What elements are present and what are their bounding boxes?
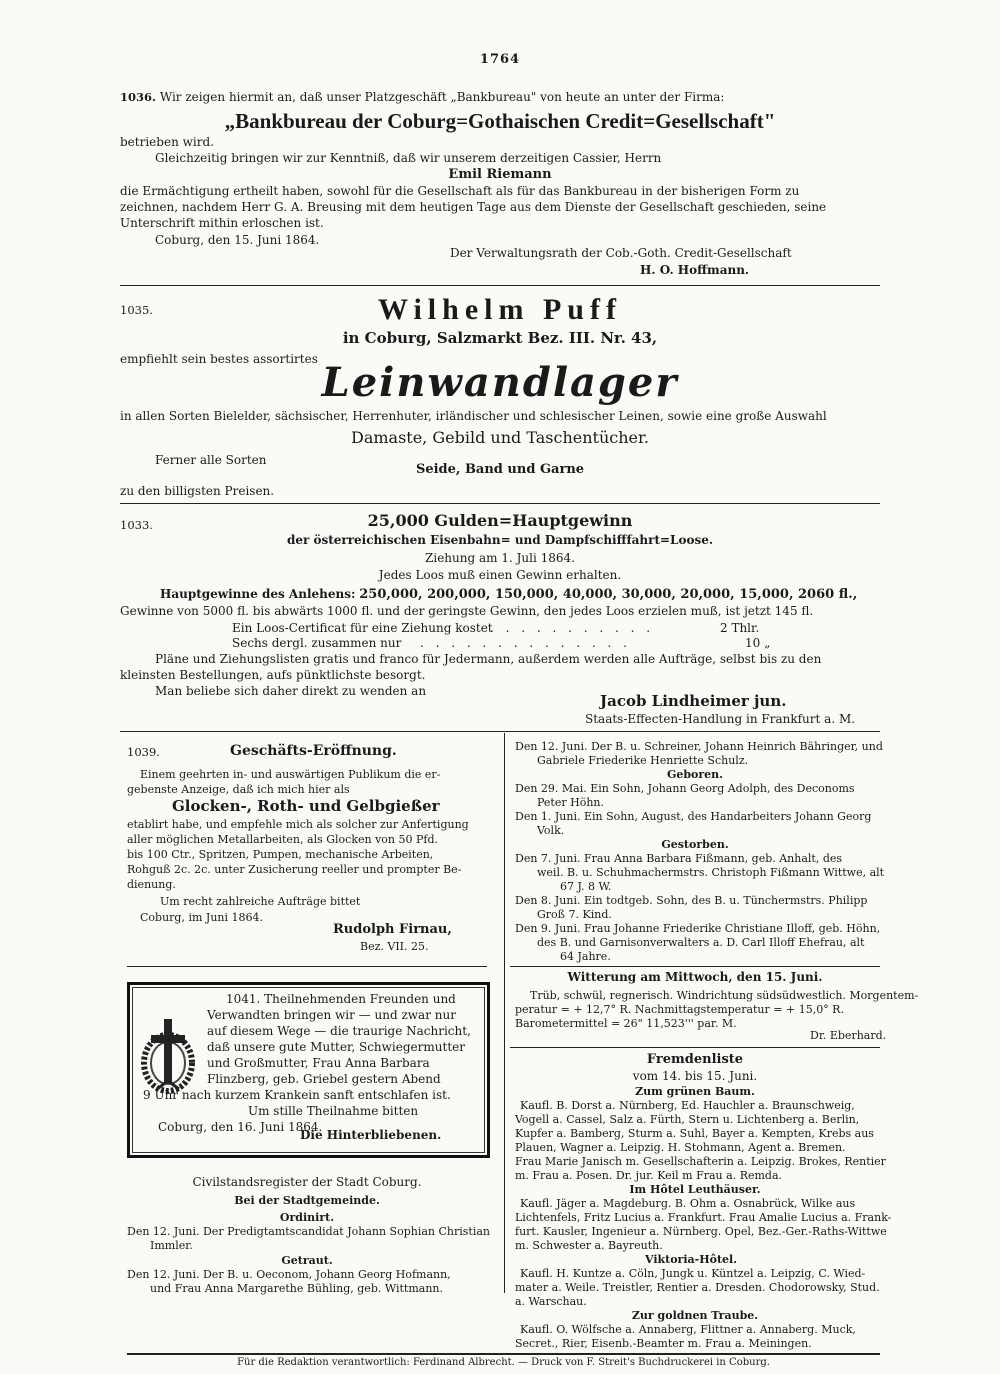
ad-1039-date: Coburg, im Juni 1864. [140,911,263,924]
guests-g9: furt. Kausler, Ingenieur a. Nürnberg. Opel, Bez.-Ger.-Raths-Wittwe [515,1225,887,1238]
ad-1041-l6: Flinzberg, geb. Griebel gestern Abend [207,1072,441,1086]
footer-imprint: Für die Redaktion verantwortlich: Ferdinand Albrecht. — Druck von F. Streit's Buchdruckerei in Coburg. [237,1357,770,1368]
ad-1041-l1: 1041. Theilnehmenden Freunden und [226,992,456,1006]
guests-g3: Kupfer a. Bamberg, Sturm a. Suhl, Bayer a. Kempten, Krebs aus [515,1127,874,1140]
ad-1039-l4: aller möglichen Metallarbeiten, als Glocken von 50 Pfd. [127,833,438,846]
guests-g4: Plauen, Wagner a. Leipzig. H. Stohmann, Agent a. Bremen. [515,1141,846,1154]
weather-w3: Barometermittel = 26" 11,523''' par. M. [515,1017,737,1030]
ad-1039-title: Geschäfts-Eröffnung. [230,743,397,759]
guests-g7: Kaufl. Jäger a. Magdeburg. B. Ohm a. Osnabrück, Wilke aus [520,1197,856,1210]
right-d7: des B. und Garnisonverwalters a. D. Carl Illoff Ehefrau, alt [537,936,865,949]
ad-1041-l3: auf diesem Wege — die traurige Nachricht, [207,1024,471,1038]
ad-1033-every: Jedes Loos muß einen Gewinn erhalten. [378,568,622,582]
guests-h4: Zur goldnen Traube. [631,1309,759,1322]
civil-sub: Bei der Stadtgemeinde. [234,1194,380,1207]
ad-1041-date: Coburg, den 16. Juni 1864. [158,1120,323,1134]
guests-g10: m. Schwester a. Bayreuth. [515,1239,663,1252]
ad-1041-l2: Verwandten bringen wir — und zwar nur [207,1008,456,1022]
ad-1041-l8: Um stille Theilnahme bitten [248,1104,419,1118]
right-b4: Volk. [537,824,565,837]
right-d4: Den 8. Juni. Ein todtgeb. Sohn, des B. u. Tünchermstrs. Philipp [515,894,868,907]
dot-leader: . . . . . . . . . . . [490,621,655,635]
ad-1039-sig2: Bez. VII. 25. [360,940,429,953]
page-number: 1764 [479,52,521,67]
ad-1036-firm: „Bankbureau der Coburg=Gothaischen Credit=Gesellschaft" [224,109,776,133]
ad-1039-sig: Rudolph Firnau, [333,922,452,937]
ad-1039-l3: etablirt habe, und empfehle mich als solcher zur Anfertigung [127,818,469,831]
guests-g5: Frau Marie Janisch m. Gesellschafterin a. Leipzig. Brokes, Rentier [515,1155,886,1168]
ad-1036-line6: Unterschrift mithin erloschen ist. [120,216,324,230]
right-d2: weil. B. u. Schuhmachermstrs. Christoph Fißmann Wittwe, alt [537,866,885,879]
ad-1036-line4: die Ermächtigung ertheilt haben, sowohl für die Gesellschaft als für das Bankbureau in der bisherigen Form zu [120,184,800,198]
ad-1035-name: Wilhelm Puff [378,293,622,326]
divider [127,966,487,967]
wreath-cross-icon [137,1005,199,1100]
divider [120,503,880,504]
ad-1041-l7: 9 Uhr nach kurzem Krankein sanft entschlafen ist. [143,1088,451,1102]
ad-1033-six: Sechs dergl. zusammen nur [232,636,402,650]
ad-1033-apply: Man beliebe sich daher direkt zu wenden an [155,684,427,698]
guests-g8: Lichtenfels, Fritz Lucius a. Frankfurt. Frau Amalie Lucius a. Frank- [515,1211,892,1224]
divider [510,966,880,967]
ad-1033-draw: Ziehung am 1. Juli 1864. [425,551,575,565]
ad-1036-line3: Gleichzeitig bringen wir zur Kenntniß, daß wir unserem derzeitigen Cassier, Herrn [155,151,662,165]
right-b1: Den 29. Mai. Ein Sohn, Johann Georg Adolph, des Deconoms [515,782,855,795]
ad-1039-l7: dienung. [127,878,176,891]
divider [120,731,880,732]
ad-1039-l6: Rohguß 2c. 2c. unter Zusicherung reeller und prompter Be- [127,863,462,876]
ad-1041-l5: und Großmutter, Frau Anna Barbara [207,1056,430,1070]
ad-1033-cert: Ein Loos-Certificat für eine Ziehung kostet [232,621,493,635]
guests-h3: Viktoria-Hôtel. [645,1253,738,1266]
ad-1033-gewinne: Gewinne von 5000 fl. bis abwärts 1000 fl. und der geringste Gewinn, den jedes Loos erzielen muß, ist jetzt 145 fl. [120,604,814,618]
guests-g13: a. Warschau. [515,1295,587,1308]
column-divider [504,733,505,1293]
ad-1033-cert-price: 2 Thlr. [720,621,760,635]
ad-1036-line1: 1036. Wir zeigen hiermit an, daß unser Platzgeschäft „Bankbureau" von heute an unter der Firma: [120,90,725,104]
civil-title: Civilstandsregister der Stadt Coburg. [192,1175,422,1189]
ad-1035-line2: in allen Sorten Bielelder, sächsischer, Herrenhuter, irländischer und schlesischer Leinen, sowie eine große Auswahl [120,409,827,423]
right-b2: Peter Höhn. [537,796,604,809]
civil-married: Getraut. [281,1254,333,1267]
civil-ordained: Ordinirt. [279,1211,335,1224]
ad-1033-subtitle: der österreichischen Eisenbahn= und Dampfschifffahrt=Loose. [286,533,714,547]
ad-1035-line6: zu den billigsten Preisen. [120,484,275,498]
right-d1: Den 7. Juni. Frau Anna Barbara Fißmann, geb. Anhalt, des [515,852,843,865]
guests-title: Fremdenliste [646,1052,744,1067]
ad-1035-address: in Coburg, Salzmarkt Bez. III. Nr. 43, [342,329,658,347]
ad-1035-num: 1035. [120,303,153,317]
ad-1035-line1: empfiehlt sein bestes assortirtes [120,352,318,366]
guests-g6: m. Frau a. Posen. Dr. jur. Keil m Frau a. Remda. [515,1169,783,1182]
right-r2: Gabriele Friederike Henriette Schulz. [537,754,749,767]
civil-o2: Immler. [150,1239,193,1252]
weather-title: Witterung am Mittwoch, den 15. Juni. [567,970,823,984]
right-d5: Groß 7. Kind. [537,908,612,921]
civil-m1: Den 12. Juni. Der B. u. Oeconom, Johann Georg Hofmann, [127,1268,451,1281]
guests-g2: Vogell a. Cassel, Salz a. Fürth, Stern u. Lichtenberg a. Berlin, [515,1113,860,1126]
ad-1041-sig: Die Hinterbliebenen. [300,1128,442,1142]
guests-h1: Zum grünen Baum. [635,1085,755,1098]
ad-1033-title: 25,000 Gulden=Hauptgewinn [367,511,633,530]
guests-h2: Im Hôtel Leuthäuser. [629,1183,761,1196]
weather-w2: peratur = + 12,7° R. Nachmittagstemperatur = + 15,0° R. [515,1003,844,1016]
ad-1033-prizes: Hauptgewinne des Anlehens: 250,000, 200,000, 150,000, 40,000, 30,000, 20,000, 15,000, 2060 fl., [160,587,858,602]
weather-sig: Dr. Eberhard. [810,1029,887,1042]
ad-1033-plans2: kleinsten Bestellungen, aufs pünktlichste besorgt. [120,668,426,682]
ad-1041-l4: daß unsere gute Mutter, Schwiegermutter [207,1040,465,1054]
right-d3: 67 J. 8 W. [560,880,612,893]
ad-1033-six-price: 10 „ [745,636,771,650]
right-died: Gestorben. [661,838,729,851]
guests-dates: vom 14. bis 15. Juni. [632,1069,758,1083]
weather-w1: Trüb, schwül, regnerisch. Windrichtung südsüdwestlich. Morgentem- [530,989,919,1002]
guests-g11: Kaufl. H. Kuntze a. Cöln, Jungk u. Küntzel a. Leipzig, C. Wied- [520,1267,866,1280]
guests-g15: Secret., Rier, Eisenb.-Beamter m. Frau a. Meiningen. [515,1337,812,1350]
guests-g12: mater a. Weile. Treistler, Rentier a. Dresden. Chodorowsky, Stud. [515,1281,880,1294]
ad-1033-plans1: Pläne und Ziehungslisten gratis und franco für Jedermann, außerdem werden alle Aufträge, selbst bis zu den [155,652,822,666]
ad-1035-line5: Seide, Band und Garne [415,462,585,477]
ad-1039-l5: bis 100 Ctr., Spritzen, Pumpen, mechanische Arbeiten, [127,848,434,861]
ad-1033-firm2: Staats-Effecten-Handlung in Frankfurt a. M. [585,712,856,726]
ad-1039-l2: gebenste Anzeige, daß ich mich hier als [127,783,350,796]
right-d8: 64 Jahre. [560,950,611,963]
ad-1036-date: Coburg, den 15. Juni 1864. [155,233,320,247]
ad-1039-trade: Glocken-, Roth- und Gelbgießer [172,797,440,815]
ad-1036-sig2: H. O. Hoffmann. [640,263,750,277]
dot-leader: . . . . . . . . . . . . . . [420,636,631,650]
civil-o1: Den 12. Juni. Der Predigtamtscandidat Johann Sophian Christian [127,1225,490,1238]
guests-g14: Kaufl. O. Wölfsche a. Annaberg, Flittner a. Annaberg. Muck, [520,1323,856,1336]
ad-1035-line4: Ferner alle Sorten [155,453,267,467]
guests-g1: Kaufl. B. Dorst a. Nürnberg, Ed. Hauchler a. Braunschweig, [520,1099,855,1112]
right-d6: Den 9. Juni. Frau Johanne Friederike Christiane Illoff, geb. Höhn, [515,922,881,935]
ad-1039-l8: Um recht zahlreiche Aufträge bittet [160,895,361,908]
divider [120,285,880,286]
ad-1035-headline: Leinwandlager [321,359,679,406]
ad-1036-line5: zeichnen, nachdem Herr G. A. Breusing mit dem heutigen Tage aus dem Dienste der Gesellschaft geschieden, seine [120,200,827,214]
ad-1039-l1: Einem geehrten in- und auswärtigen Publikum die er- [140,768,441,781]
right-b3: Den 1. Juni. Ein Sohn, August, des Handarbeiters Johann Georg [515,810,872,823]
ad-1036-sig1: Der Verwaltungsrath der Cob.-Goth. Credit-Gesellschaft [450,246,792,260]
ad-1039-num: 1039. [127,745,160,759]
ad-1035-line3: Damaste, Gebild und Taschentücher. [350,428,649,447]
ad-1036-line2: betrieben wird. [120,135,214,149]
ad-1033-firm: Jacob Lindheimer jun. [600,692,787,710]
civil-m2: und Frau Anna Margarethe Bühling, geb. Wittmann. [150,1282,443,1295]
right-born: Geboren. [666,768,724,781]
ad-1036-name: Emil Riemann [448,167,552,182]
footer-rule [127,1353,880,1355]
ad-1033-num: 1033. [120,518,153,532]
right-r1: Den 12. Juni. Der B. u. Schreiner, Johann Heinrich Bähringer, und [515,740,883,753]
divider [510,1047,880,1048]
